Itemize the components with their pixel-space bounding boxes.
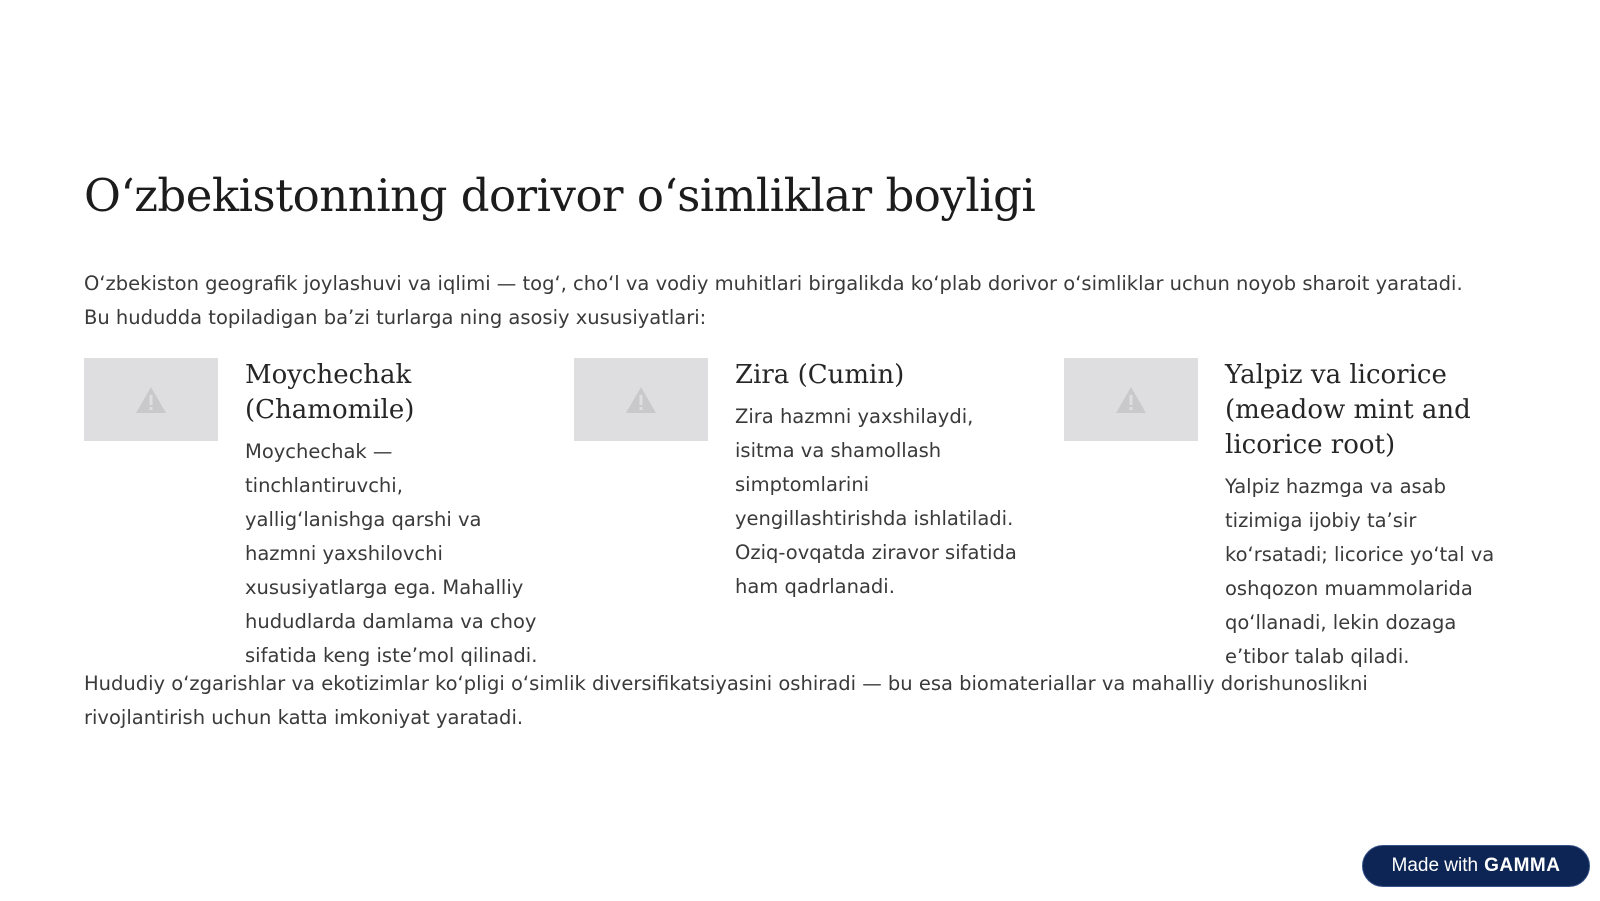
intro-paragraph: O‘zbekiston geografik joylashuvi va iqlimi — tog‘, cho‘l va vodiy muhitlari birgalikda ko‘plab dorivor o‘simliklar uchun noyob sharoit yaratadi. Bu hududda topiladigan ba’zi turlarga ning asosiy xususiyatlari: bbox=[84, 272, 1463, 329]
plant-cards bbox=[84, 358, 1534, 668]
card-body: Yalpiz hazmga va asab tizimiga ijobiy ta’sir ko‘rsatadi; licorice yo‘tal va oshqozon muammolarida qo‘llanadi, lekin dozaga e’tibor talab qiladi. bbox=[1225, 475, 1495, 668]
slide-title: O‘zbekistonning dorivor o‘simliklar boyligi bbox=[84, 169, 1036, 222]
badge-made-with-label: Made with bbox=[1391, 855, 1479, 876]
card-title: Zira (Cumin) bbox=[735, 360, 905, 390]
image-placeholder bbox=[1064, 358, 1198, 441]
warning-icon bbox=[135, 386, 167, 414]
card-body: Moychechak — tinchlantiruvchi, yallig‘lanishga qarshi va hazmni yaxshilovchi xususiyatlarga ega. Mahalliy hududlarda damlama va choy sifatida keng iste’mol qilinadi. bbox=[245, 440, 538, 667]
image-placeholder bbox=[84, 358, 218, 441]
warning-icon bbox=[1115, 386, 1147, 414]
warning-icon bbox=[625, 386, 657, 414]
card-body: Zira hazmni yaxshilaydi, isitma va shamollash simptomlarini yengillashtirishda ishlatiladi. Oziq-ovqatda ziravor sifatida ham qadrlanadi. bbox=[735, 405, 1017, 598]
made-with-gamma-badge[interactable] bbox=[1362, 845, 1590, 887]
card-title: Moychechak (Chamomile) bbox=[245, 360, 415, 425]
image-placeholder bbox=[574, 358, 708, 441]
gamma-logo: GAMMA bbox=[1484, 855, 1561, 876]
card-title: Yalpiz va licorice (meadow mint and licorice root) bbox=[1225, 360, 1471, 460]
outro-paragraph: Hududiy o‘zgarishlar va ekotizimlar ko‘pligi o‘simlik diversifikatsiyasini oshiradi — bu esa biomateriallar va mahalliy dorishunoslikni rivojlantirish uchun katta imkoniyat yaratadi. bbox=[84, 672, 1368, 729]
